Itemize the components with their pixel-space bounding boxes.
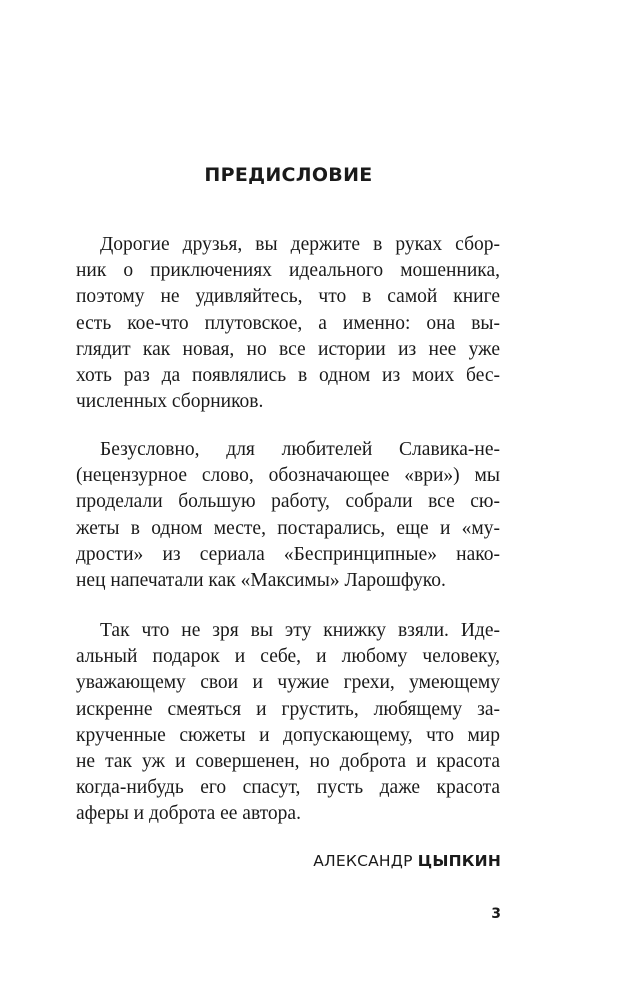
author-signature	[313, 852, 501, 870]
paragraph-line: ник о приключениях идеального мошенника,	[76, 260, 500, 282]
paragraph-line: крученные сюжеты и допускающему, что мир	[76, 724, 500, 746]
paragraph-line: аферы и доброта ее автора.	[76, 803, 301, 825]
page-title: ПРЕДИСЛОВИЕ	[204, 164, 373, 186]
paragraph-line: хоть раз да появлялись в одном из моих бес-	[76, 364, 500, 386]
paragraph-line: численных сборников.	[76, 391, 264, 413]
page-number: 3	[491, 906, 501, 922]
paragraph-line: проделали большую работу, собрали все сю-	[76, 491, 500, 513]
paragraph-line: нец напечатали как «Максимы» Ларошфуко.	[76, 569, 446, 591]
paragraph-2	[76, 437, 500, 594]
author-first-name: АЛЕКСАНДР	[313, 852, 413, 870]
paragraph-line: (нецензурное слово, обозначающее «ври») мы	[76, 465, 500, 487]
paragraph-line: дрости» из сериала «Беспринципные» нако-	[76, 543, 500, 565]
paragraph-3	[76, 618, 500, 828]
paragraph-line: альный подарок и себе, и любому человеку,	[76, 646, 500, 668]
paragraph-line: не так уж и совершенен, но доброта и красота	[76, 750, 500, 772]
author-last-name: ЦЫПКИН	[417, 852, 501, 870]
paragraph-line: Так что не зря вы эту книжку взяли. Иде-	[100, 620, 500, 641]
paragraph-line: жеты в одном месте, постарались, еще и «му-	[76, 517, 500, 539]
paragraph-line: уважающему свои и чужие грехи, умеющему	[76, 672, 500, 694]
paragraph-line: есть кое-что плутовское, а именно: она вы-	[76, 312, 500, 334]
paragraph-1	[76, 232, 500, 415]
paragraph-line: Безусловно, для любителей Славика-не-	[100, 439, 500, 460]
paragraph-line: Дорогие друзья, вы держите в руках сбор-	[100, 234, 500, 255]
paragraph-line: поэтому не удивляйтесь, что в самой книге	[76, 286, 500, 308]
paragraph-line: искренне смеяться и грустить, любящему за-	[76, 698, 500, 720]
paragraph-line: когда-нибудь его спасут, пусть даже красота	[76, 777, 500, 799]
paragraph-line: глядит как новая, но все истории из нее уже	[76, 338, 500, 360]
